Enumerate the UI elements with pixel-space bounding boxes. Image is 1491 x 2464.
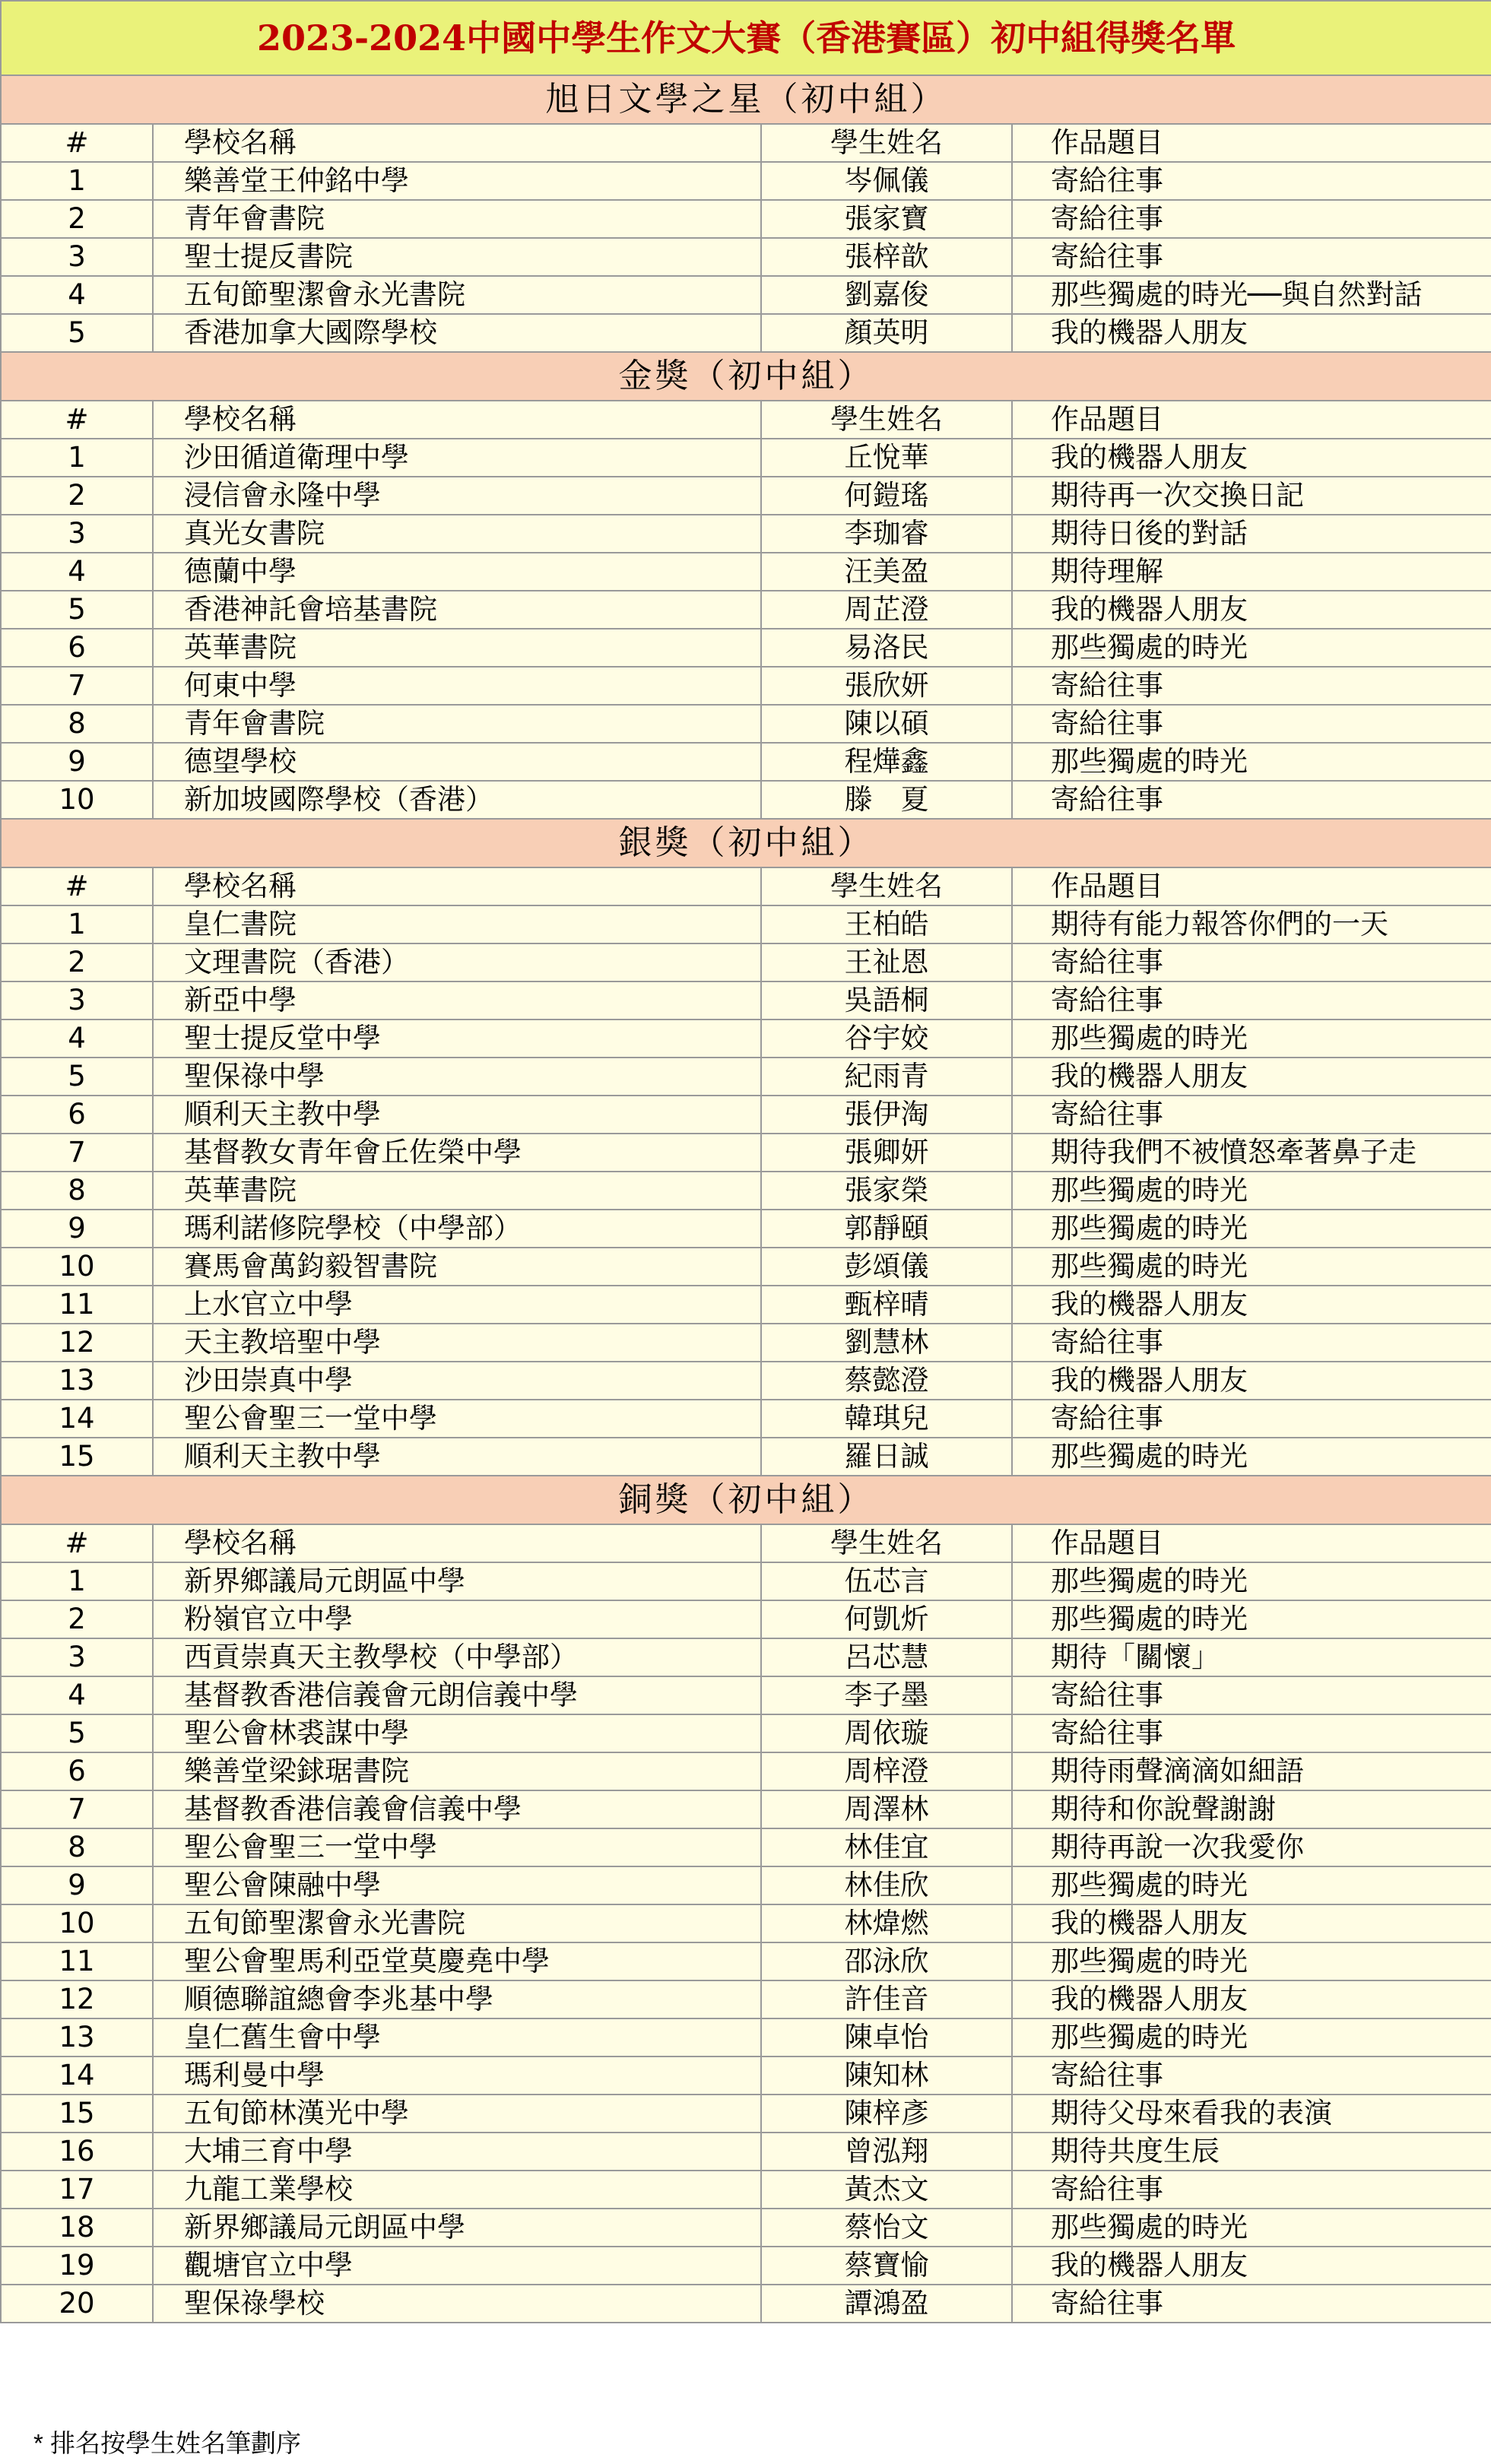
- school-name: 聖公會聖馬利亞堂莫慶堯中學: [153, 1942, 761, 1980]
- rank-number: 14: [1, 2057, 153, 2095]
- rank-number: 8: [1, 1828, 153, 1866]
- table-row: [1, 1828, 1491, 1866]
- table-row: [1, 1638, 1491, 1676]
- table-row: [1, 1866, 1491, 1904]
- school-name: 聖公會聖三一堂中學: [153, 1400, 761, 1438]
- work-title: 寄給往事: [1012, 1714, 1491, 1752]
- student-name: 曾泓翔: [761, 2133, 1012, 2171]
- table-row: [1, 2285, 1491, 2323]
- school-name: 樂善堂梁銶琚書院: [153, 1752, 761, 1790]
- table-row: [1, 2133, 1491, 2171]
- school-name: 西貢崇真天主教學校（中學部）: [153, 1638, 761, 1676]
- school-name: 聖公會聖三一堂中學: [153, 1828, 761, 1866]
- school-name: 新亞中學: [153, 981, 761, 1020]
- table-row: [1, 1438, 1491, 1476]
- work-title: 寄給往事: [1012, 943, 1491, 981]
- column-header-row: [1, 124, 1491, 162]
- school-name: 五旬節聖潔會永光書院: [153, 1904, 761, 1942]
- rank-number: 10: [1, 1904, 153, 1942]
- work-title: 我的機器人朋友: [1012, 314, 1491, 352]
- column-header-student: 學生姓名: [761, 867, 1012, 905]
- work-title: 那些獨處的時光: [1012, 1866, 1491, 1904]
- table-row: [1, 981, 1491, 1020]
- table-row: [1, 1134, 1491, 1172]
- table-row: [1, 1058, 1491, 1096]
- rank-number: 20: [1, 2285, 153, 2323]
- rank-number: 8: [1, 1172, 153, 1210]
- school-name: 沙田崇真中學: [153, 1362, 761, 1400]
- table-row: [1, 1096, 1491, 1134]
- work-title: 寄給往事: [1012, 2171, 1491, 2209]
- work-title: 寄給往事: [1012, 2057, 1491, 2095]
- table-row: [1, 1714, 1491, 1752]
- rank-number: 17: [1, 2171, 153, 2209]
- work-title: 我的機器人朋友: [1012, 1904, 1491, 1942]
- student-name: 陳以碩: [761, 705, 1012, 743]
- student-name: 張伊淘: [761, 1096, 1012, 1134]
- school-name: 基督教女青年會丘佐榮中學: [153, 1134, 761, 1172]
- school-name: 新界鄉議局元朗區中學: [153, 1562, 761, 1600]
- school-name: 何東中學: [153, 667, 761, 705]
- table-row: [1, 1362, 1491, 1400]
- table-row: [1, 1790, 1491, 1828]
- work-title: 期待共度生辰: [1012, 2133, 1491, 2171]
- student-name: 張家寶: [761, 200, 1012, 238]
- rank-number: 19: [1, 2247, 153, 2285]
- table-row: [1, 1980, 1491, 2018]
- table-row: [1, 2095, 1491, 2133]
- work-title: 那些獨處的時光: [1012, 1020, 1491, 1058]
- student-name: 周梓澄: [761, 1752, 1012, 1790]
- rank-number: 8: [1, 705, 153, 743]
- student-name: 羅日誠: [761, 1438, 1012, 1476]
- school-name: 瑪利曼中學: [153, 2057, 761, 2095]
- table-row: [1, 1172, 1491, 1210]
- school-name: 新加坡國際學校（香港）: [153, 781, 761, 819]
- student-name: 周芷澄: [761, 591, 1012, 629]
- work-title: 那些獨處的時光: [1012, 2209, 1491, 2247]
- column-header-number: #: [1, 867, 153, 905]
- work-title: 那些獨處的時光: [1012, 743, 1491, 781]
- table-row: [1, 2247, 1491, 2285]
- student-name: 黃杰文: [761, 2171, 1012, 2209]
- section-header-row: [1, 352, 1491, 401]
- student-name: 李子墨: [761, 1676, 1012, 1714]
- rank-number: 3: [1, 1638, 153, 1676]
- table-row: [1, 553, 1491, 591]
- work-title: 寄給往事: [1012, 781, 1491, 819]
- work-title: 那些獨處的時光: [1012, 1942, 1491, 1980]
- student-name: 蔡怡文: [761, 2209, 1012, 2247]
- table-row: [1, 1248, 1491, 1286]
- student-name: 劉嘉俊: [761, 276, 1012, 314]
- table-row: [1, 2209, 1491, 2247]
- student-name: 彭頌儀: [761, 1248, 1012, 1286]
- work-title: 我的機器人朋友: [1012, 1362, 1491, 1400]
- rank-number: 5: [1, 1714, 153, 1752]
- school-name: 觀塘官立中學: [153, 2247, 761, 2285]
- table-row: [1, 905, 1491, 943]
- student-name: 呂芯慧: [761, 1638, 1012, 1676]
- table-row: [1, 1562, 1491, 1600]
- rank-number: 6: [1, 1096, 153, 1134]
- school-name: 天主教培聖中學: [153, 1324, 761, 1362]
- rank-number: 2: [1, 200, 153, 238]
- student-name: 邵泳欣: [761, 1942, 1012, 1980]
- school-name: 德蘭中學: [153, 553, 761, 591]
- student-name: 滕 夏: [761, 781, 1012, 819]
- student-name: 陳卓怡: [761, 2018, 1012, 2057]
- work-title: 期待我們不被憤怒牽著鼻子走: [1012, 1134, 1491, 1172]
- section-heading: 銅獎（初中組）: [1, 1476, 1491, 1524]
- work-title: 期待再說一次我愛你: [1012, 1828, 1491, 1866]
- school-name: 皇仁舊生會中學: [153, 2018, 761, 2057]
- rank-number: 1: [1, 905, 153, 943]
- column-header-student: 學生姓名: [761, 401, 1012, 439]
- student-name: 丘悅華: [761, 439, 1012, 477]
- table-row: [1, 943, 1491, 981]
- work-title: 我的機器人朋友: [1012, 591, 1491, 629]
- column-header-number: #: [1, 1524, 153, 1562]
- table-row: [1, 314, 1491, 352]
- work-title: 寄給往事: [1012, 200, 1491, 238]
- table-row: [1, 162, 1491, 200]
- column-header-school: 學校名稱: [153, 867, 761, 905]
- column-header-row: [1, 1524, 1491, 1562]
- school-name: 香港神託會培基書院: [153, 591, 761, 629]
- work-title: 期待「關懷」: [1012, 1638, 1491, 1676]
- section-header-row: [1, 819, 1491, 867]
- table-row: [1, 705, 1491, 743]
- column-header-work: 作品題目: [1012, 867, 1491, 905]
- column-header-school: 學校名稱: [153, 401, 761, 439]
- rank-number: 4: [1, 553, 153, 591]
- school-name: 順利天主教中學: [153, 1438, 761, 1476]
- column-header-work: 作品題目: [1012, 1524, 1491, 1562]
- student-name: 易洛民: [761, 629, 1012, 667]
- student-name: 譚鴻盈: [761, 2285, 1012, 2323]
- column-header-row: [1, 867, 1491, 905]
- table-row: [1, 1210, 1491, 1248]
- student-name: 周依璇: [761, 1714, 1012, 1752]
- school-name: 五旬節林漢光中學: [153, 2095, 761, 2133]
- school-name: 浸信會永隆中學: [153, 477, 761, 515]
- rank-number: 9: [1, 1866, 153, 1904]
- table-row: [1, 1020, 1491, 1058]
- rank-number: 1: [1, 1562, 153, 1600]
- student-name: 陳知林: [761, 2057, 1012, 2095]
- table-row: [1, 1676, 1491, 1714]
- rank-number: 11: [1, 1942, 153, 1980]
- school-name: 文理書院（香港）: [153, 943, 761, 981]
- rank-number: 4: [1, 1676, 153, 1714]
- column-header-number: #: [1, 401, 153, 439]
- work-title: 寄給往事: [1012, 162, 1491, 200]
- work-title: 那些獨處的時光: [1012, 1600, 1491, 1638]
- work-title: 期待父母來看我的表演: [1012, 2095, 1491, 2133]
- rank-number: 3: [1, 238, 153, 276]
- school-name: 粉嶺官立中學: [153, 1600, 761, 1638]
- column-header-student: 學生姓名: [761, 124, 1012, 162]
- column-header-school: 學校名稱: [153, 1524, 761, 1562]
- school-name: 聖士提反堂中學: [153, 1020, 761, 1058]
- student-name: 顏英明: [761, 314, 1012, 352]
- student-name: 林佳欣: [761, 1866, 1012, 1904]
- school-name: 香港加拿大國際學校: [153, 314, 761, 352]
- work-title: 我的機器人朋友: [1012, 1980, 1491, 2018]
- work-title: 那些獨處的時光──與自然對話: [1012, 276, 1491, 314]
- school-name: 五旬節聖潔會永光書院: [153, 276, 761, 314]
- school-name: 英華書院: [153, 629, 761, 667]
- table-row: [1, 1600, 1491, 1638]
- rank-number: 5: [1, 1058, 153, 1096]
- work-title: 我的機器人朋友: [1012, 1058, 1491, 1096]
- rank-number: 15: [1, 1438, 153, 1476]
- work-title: 我的機器人朋友: [1012, 2247, 1491, 2285]
- rank-number: 11: [1, 1286, 153, 1324]
- work-title: 期待雨聲滴滴如細語: [1012, 1752, 1491, 1790]
- column-header-school: 學校名稱: [153, 124, 761, 162]
- rank-number: 13: [1, 1362, 153, 1400]
- student-name: 伍芯言: [761, 1562, 1012, 1600]
- rank-number: 5: [1, 314, 153, 352]
- rank-number: 6: [1, 1752, 153, 1790]
- school-name: 基督教香港信義會信義中學: [153, 1790, 761, 1828]
- school-name: 大埔三育中學: [153, 2133, 761, 2171]
- column-header-student: 學生姓名: [761, 1524, 1012, 1562]
- school-name: 聖士提反書院: [153, 238, 761, 276]
- table-row: [1, 238, 1491, 276]
- work-title: 我的機器人朋友: [1012, 1286, 1491, 1324]
- rank-number: 1: [1, 439, 153, 477]
- work-title: 那些獨處的時光: [1012, 629, 1491, 667]
- table-row: [1, 2018, 1491, 2057]
- work-title: 寄給往事: [1012, 667, 1491, 705]
- school-name: 沙田循道衛理中學: [153, 439, 761, 477]
- work-title: 那些獨處的時光: [1012, 1210, 1491, 1248]
- work-title: 寄給往事: [1012, 238, 1491, 276]
- rank-number: 9: [1, 743, 153, 781]
- student-name: 蔡懿澄: [761, 1362, 1012, 1400]
- work-title: 寄給往事: [1012, 1676, 1491, 1714]
- rank-number: 18: [1, 2209, 153, 2247]
- table-row: [1, 1942, 1491, 1980]
- column-header-work: 作品題目: [1012, 124, 1491, 162]
- rank-number: 7: [1, 667, 153, 705]
- student-name: 谷宇姣: [761, 1020, 1012, 1058]
- section-heading: 銀獎（初中組）: [1, 819, 1491, 867]
- rank-number: 4: [1, 276, 153, 314]
- student-name: 何凱炘: [761, 1600, 1012, 1638]
- section-heading: 旭日文學之星（初中組）: [1, 75, 1491, 124]
- work-title: 那些獨處的時光: [1012, 1248, 1491, 1286]
- rank-number: 10: [1, 1248, 153, 1286]
- table-row: [1, 276, 1491, 314]
- rank-number: 7: [1, 1790, 153, 1828]
- table-row: [1, 1324, 1491, 1362]
- student-name: 王祉恩: [761, 943, 1012, 981]
- table-row: [1, 477, 1491, 515]
- table-row: [1, 1400, 1491, 1438]
- rank-number: 2: [1, 1600, 153, 1638]
- student-name: 林佳宜: [761, 1828, 1012, 1866]
- table-row: [1, 1286, 1491, 1324]
- rank-number: 16: [1, 2133, 153, 2171]
- school-name: 德望學校: [153, 743, 761, 781]
- school-name: 新界鄉議局元朗區中學: [153, 2209, 761, 2247]
- work-title: 寄給往事: [1012, 981, 1491, 1020]
- student-name: 郭靜頤: [761, 1210, 1012, 1248]
- title-row: [1, 1, 1491, 75]
- student-name: 汪美盈: [761, 553, 1012, 591]
- student-name: 林煒燃: [761, 1904, 1012, 1942]
- table-row: [1, 781, 1491, 819]
- student-name: 張家榮: [761, 1172, 1012, 1210]
- work-title: 寄給往事: [1012, 1324, 1491, 1362]
- work-title: 那些獨處的時光: [1012, 1438, 1491, 1476]
- student-name: 張梓歆: [761, 238, 1012, 276]
- table-row: [1, 743, 1491, 781]
- rank-number: 13: [1, 2018, 153, 2057]
- school-name: 九龍工業學校: [153, 2171, 761, 2209]
- page-title: 2023-2024中國中學生作文大賽（香港賽區）初中組得獎名單: [1, 1, 1491, 75]
- rank-number: 12: [1, 1324, 153, 1362]
- rank-number: 12: [1, 1980, 153, 2018]
- student-name: 許佳音: [761, 1980, 1012, 2018]
- column-header-number: #: [1, 124, 153, 162]
- school-name: 順利天主教中學: [153, 1096, 761, 1134]
- school-name: 英華書院: [153, 1172, 761, 1210]
- student-name: 張欣妍: [761, 667, 1012, 705]
- table-row: [1, 1904, 1491, 1942]
- student-name: 吳語桐: [761, 981, 1012, 1020]
- school-name: 順德聯誼總會李兆基中學: [153, 1980, 761, 2018]
- rank-number: 6: [1, 629, 153, 667]
- rank-number: 14: [1, 1400, 153, 1438]
- student-name: 韓琪兒: [761, 1400, 1012, 1438]
- work-title: 寄給往事: [1012, 1096, 1491, 1134]
- rank-number: 4: [1, 1020, 153, 1058]
- work-title: 那些獨處的時光: [1012, 1562, 1491, 1600]
- rank-number: 5: [1, 591, 153, 629]
- table-row: [1, 629, 1491, 667]
- student-name: 程燁鑫: [761, 743, 1012, 781]
- rank-number: 1: [1, 162, 153, 200]
- school-name: 樂善堂王仲銘中學: [153, 162, 761, 200]
- school-name: 聖保祿學校: [153, 2285, 761, 2323]
- school-name: 基督教香港信義會元朗信義中學: [153, 1676, 761, 1714]
- school-name: 瑪利諾修院學校（中學部）: [153, 1210, 761, 1248]
- work-title: 寄給往事: [1012, 705, 1491, 743]
- rank-number: 15: [1, 2095, 153, 2133]
- school-name: 皇仁書院: [153, 905, 761, 943]
- table-row: [1, 439, 1491, 477]
- section-heading: 金獎（初中組）: [1, 352, 1491, 401]
- footnote: * 排名按學生姓名筆劃序: [33, 2429, 302, 2457]
- work-title: 寄給往事: [1012, 2285, 1491, 2323]
- student-name: 李珈睿: [761, 515, 1012, 553]
- table-row: [1, 1752, 1491, 1790]
- work-title: 寄給往事: [1012, 1400, 1491, 1438]
- work-title: 那些獨處的時光: [1012, 1172, 1491, 1210]
- school-name: 真光女書院: [153, 515, 761, 553]
- school-name: 聖公會陳融中學: [153, 1866, 761, 1904]
- work-title: 那些獨處的時光: [1012, 2018, 1491, 2057]
- student-name: 甄梓晴: [761, 1286, 1012, 1324]
- table-row: [1, 2171, 1491, 2209]
- work-title: 期待日後的對話: [1012, 515, 1491, 553]
- student-name: 紀雨青: [761, 1058, 1012, 1096]
- student-name: 蔡寶愉: [761, 2247, 1012, 2285]
- student-name: 周澤林: [761, 1790, 1012, 1828]
- rank-number: 9: [1, 1210, 153, 1248]
- rank-number: 3: [1, 981, 153, 1020]
- work-title: 我的機器人朋友: [1012, 439, 1491, 477]
- work-title: 期待再一次交換日記: [1012, 477, 1491, 515]
- table-row: [1, 200, 1491, 238]
- rank-number: 10: [1, 781, 153, 819]
- student-name: 劉慧林: [761, 1324, 1012, 1362]
- section-header-row: [1, 1476, 1491, 1524]
- student-name: 張卿妍: [761, 1134, 1012, 1172]
- student-name: 王柏皓: [761, 905, 1012, 943]
- school-name: 青年會書院: [153, 200, 761, 238]
- table-row: [1, 667, 1491, 705]
- work-title: 期待和你說聲謝謝: [1012, 1790, 1491, 1828]
- school-name: 上水官立中學: [153, 1286, 761, 1324]
- school-name: 賽馬會萬鈞毅智書院: [153, 1248, 761, 1286]
- work-title: 期待理解: [1012, 553, 1491, 591]
- rank-number: 7: [1, 1134, 153, 1172]
- rank-number: 3: [1, 515, 153, 553]
- work-title: 期待有能力報答你們的一天: [1012, 905, 1491, 943]
- school-name: 聖保祿中學: [153, 1058, 761, 1096]
- section-header-row: [1, 75, 1491, 124]
- school-name: 青年會書院: [153, 705, 761, 743]
- student-name: 陳梓彥: [761, 2095, 1012, 2133]
- column-header-row: [1, 401, 1491, 439]
- rank-number: 2: [1, 943, 153, 981]
- table-row: [1, 2057, 1491, 2095]
- rank-number: 2: [1, 477, 153, 515]
- table-row: [1, 515, 1491, 553]
- student-name: 何鎧瑤: [761, 477, 1012, 515]
- school-name: 聖公會林裘謀中學: [153, 1714, 761, 1752]
- student-name: 岑佩儀: [761, 162, 1012, 200]
- table-row: [1, 591, 1491, 629]
- column-header-work: 作品題目: [1012, 401, 1491, 439]
